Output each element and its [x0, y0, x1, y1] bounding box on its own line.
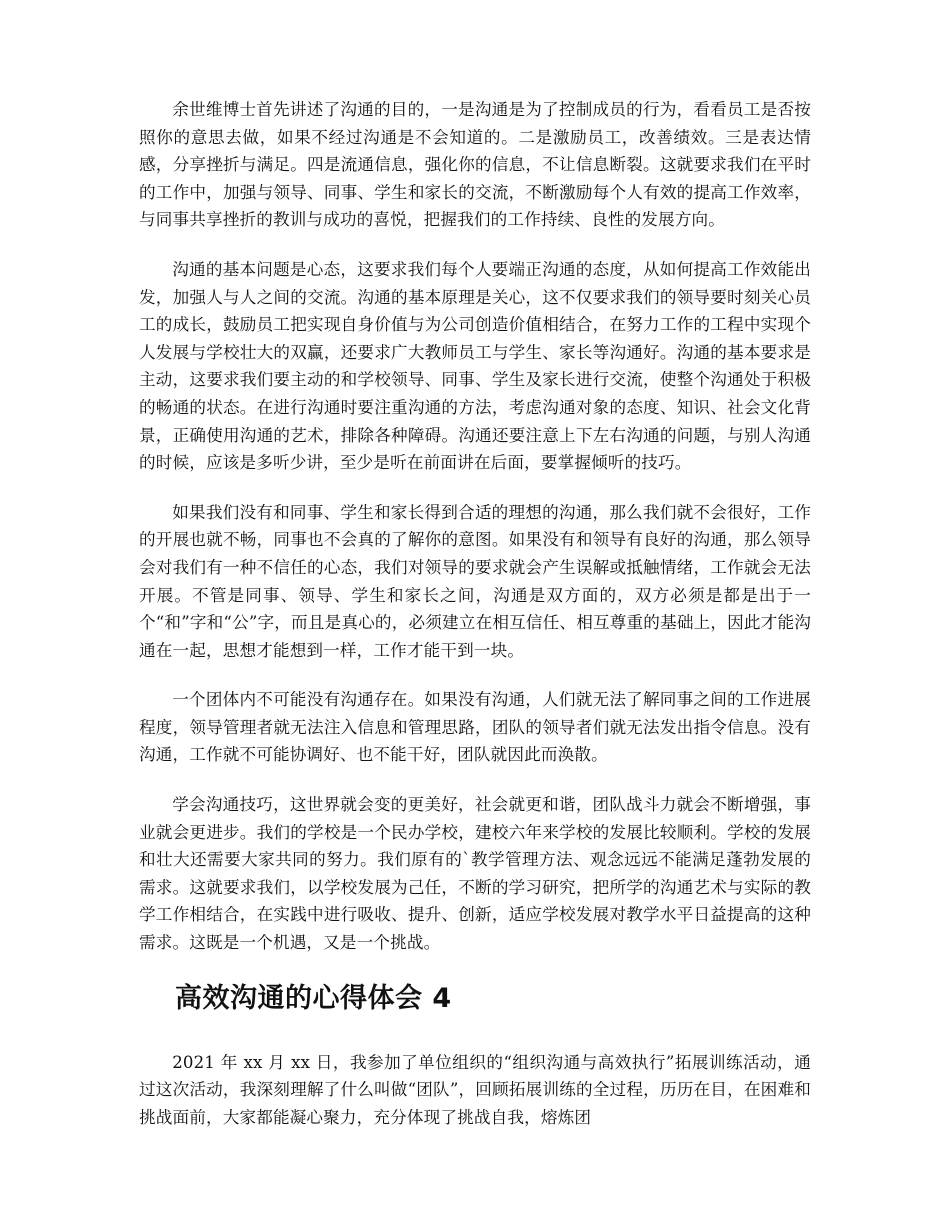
body-paragraph-1: 余世维博士首先讲述了沟通的目的，一是沟通是为了控制成员的行为，看看员工是否按照你的意思去做，如果不经过沟通是不会知道的。二是激励员工，改善绩效。三是表达情感，分享挫折与满足。四是流通信息，强化你的信息，不让信息断裂。这就要求我们在平时的工作中，加强与领导、同事、学生和家长的交流，不断激励每个人有效的提高工作效率，与同事共享挫折的教训与成功的喜悦，把握我们的工作持续、良性的发展方向。 [139, 100, 811, 230]
body-paragraph-6: 2021 年 xx 月 xx 日，我参加了单位组织的“组织沟通与高效执行”拓展训练活动，通过这次活动，我深刻理解了什么叫做“团队”，回顾拓展训练的全过程，历历在目，在困难和挑战面前，大家都能凝心聚力，充分体现了挑战自我，熔炼团 [139, 1052, 811, 1127]
body-paragraph-2: 沟通的基本问题是心态，这要求我们每个人要端正沟通的态度，从如何提高工作效能出发，加强人与人之间的交流。沟通的基本原理是关心，这不仅要求我们的领导要时刻关心员工的成长，鼓励员工把实现自身价值与为公司创造价值相结合，在努力工作的工程中实现个人发展与学校壮大的双赢，还要求广大教师员工与学生、家长等沟通好。沟通的基本要求是主动，这要求我们要主动的和学校领导、同事、学生及家长进行交流，使整个沟通处于积极的畅通的状态。在进行沟通时要注重沟通的方法，考虑沟通对象的态度、知识、社会文化背景，正确使用沟通的艺术，排除各种障碍。沟通还要注意上下左右沟通的问题，与别人沟通的时候，应该是多听少讲，至少是听在前面讲在后面，要掌握倾听的技巧。 [139, 259, 811, 473]
body-paragraph-4: 一个团体内不可能没有沟通存在。如果没有沟通，人们就无法了解同事之间的工作进展程度，领导管理者就无法注入信息和管理思路，团队的领导者们就无法发出指令信息。没有沟通，工作就不可能协调好、也不能干好，团队就因此而涣散。 [139, 690, 811, 765]
document-body [139, 96, 811, 1153]
body-paragraph-5: 学会沟通技巧，这世界就会变的更美好，社会就更和谐，团队战斗力就会不断增强，事业就会更进步。我们的学校是一个民办学校，建校六年来学校的发展比较顺利。学校的发展和壮大还需要大家共同的努力。我们原有的`教学管理方法、观念远远不能满足蓬勃发展的需求。这就要求我们，以学校发展为己任，不断的学习研究，把所学的沟通艺术与实际的教学工作相结合，在实践中进行吸收、提升、创新，适应学校发展对教学水平日益提高的这种需求。这既是一个机遇，又是一个挑战。 [139, 795, 811, 953]
body-paragraph-3: 如果我们没有和同事、学生和家长得到合适的理想的沟通，那么我们就不会很好，工作的开展也就不畅，同事也不会真的了解你的意图。如果没有和领导有良好的沟通，那么领导会对我们有一种不信任的心态，我们对领导的要求就会产生误解或抵触情绪，工作就会无法开展。不管是同事、领导、学生和家长之间，沟通是双方面的，双方必须是都是出于一个“和”字和“公”字，而且是真心的，必须建立在相互信任、相互尊重的基础上，因此才能沟通在一起，思想才能想到一样，工作才能干到一块。 [139, 502, 811, 660]
section-heading: 高效沟通的心得体会 4 [175, 982, 452, 1014]
